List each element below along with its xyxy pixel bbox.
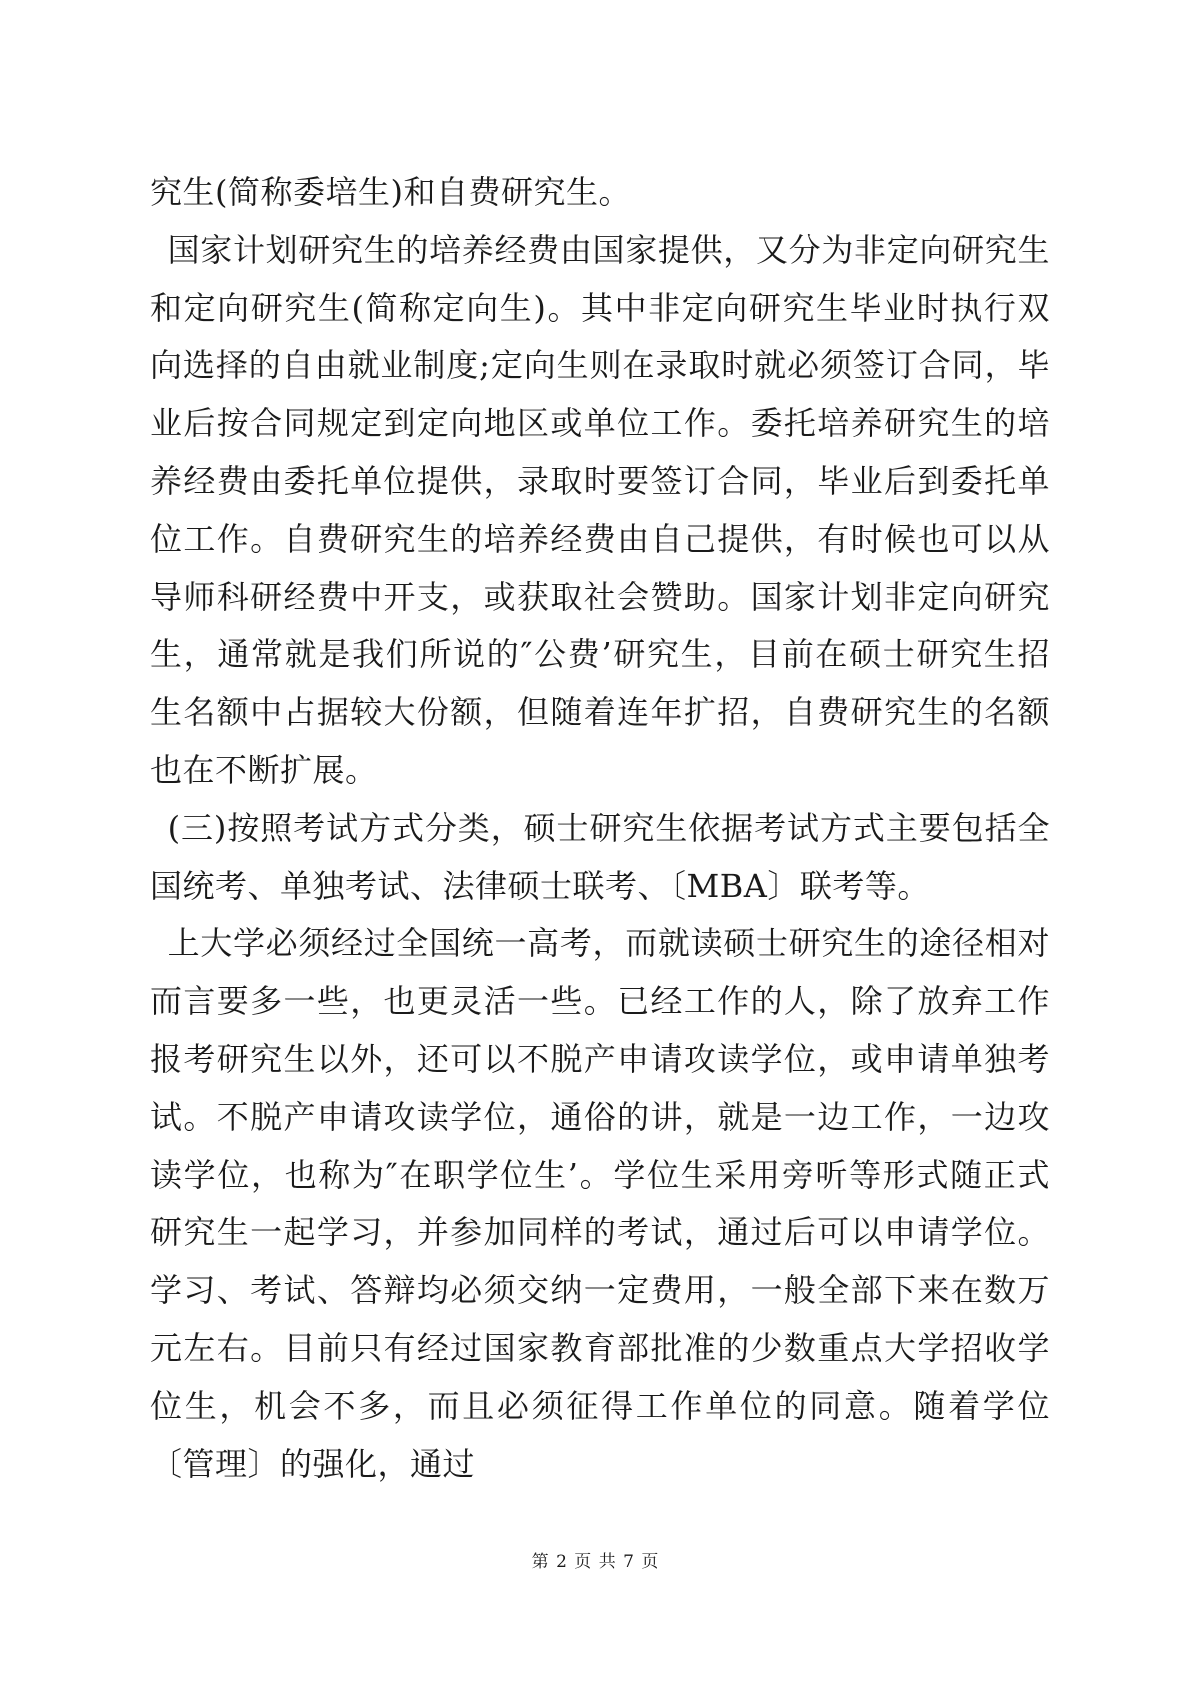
page-number-footer: 第 2 页 共 7 页 [531, 1552, 660, 1572]
paragraph-3: (三)按照考试方式分类，硕士研究生依据考试方式主要包括全国统考、单独考试、法律硕士联考、〔MBA〕联考等。 [150, 808, 1050, 905]
paragraph-2: 国家计划研究生的培养经费由国家提供，又分为非定向研究生和定向研究生(简称定向生)。其中非定向研究生毕业时执行双向选择的自由就业制度;定向生则在录取时就必须签订合同，毕业后按合同规定到定向地区或单位工作。委托培养研究生的培养经费由委托单位提供，录取时要签订合同，毕业后到委托单位工作。自费研究生的培养经费由自己提供，有时候也可以从导师科研经费中开支，或获取社会赞助。国家计划非定向研究生，通常就是我们所说的″公费’研究生，目前在硕士研究生招生名额中占据较大份额，但随着连年扩招，自费研究生的名额也在不断扩展。 [150, 230, 1050, 789]
document-body [150, 164, 1050, 1493]
paragraph-4: 上大学必须经过全国统一高考，而就读硕士研究生的途径相对而言要多一些，也更灵活一些。已经工作的人，除了放弃工作报考研究生以外，还可以不脱产申请攻读学位，或申请单独考试。不脱产申请攻读学位，通俗的讲，就是一边工作，一边攻读学位，也称为″在职学位生’。学位生采用旁听等形式随正式研究生一起学习，并参加同样的考试，通过后可以申请学位。学习、考试、答辩均必须交纳一定费用，一般全部下来在数万元左右。目前只有经过国家教育部批准的少数重点大学招收学位生，机会不多，而且必须征得工作单位的同意。随着学位〔管理〕的强化，通过 [150, 924, 1050, 1483]
paragraph-1: 究生(简称委培生)和自费研究生。 [150, 173, 631, 211]
